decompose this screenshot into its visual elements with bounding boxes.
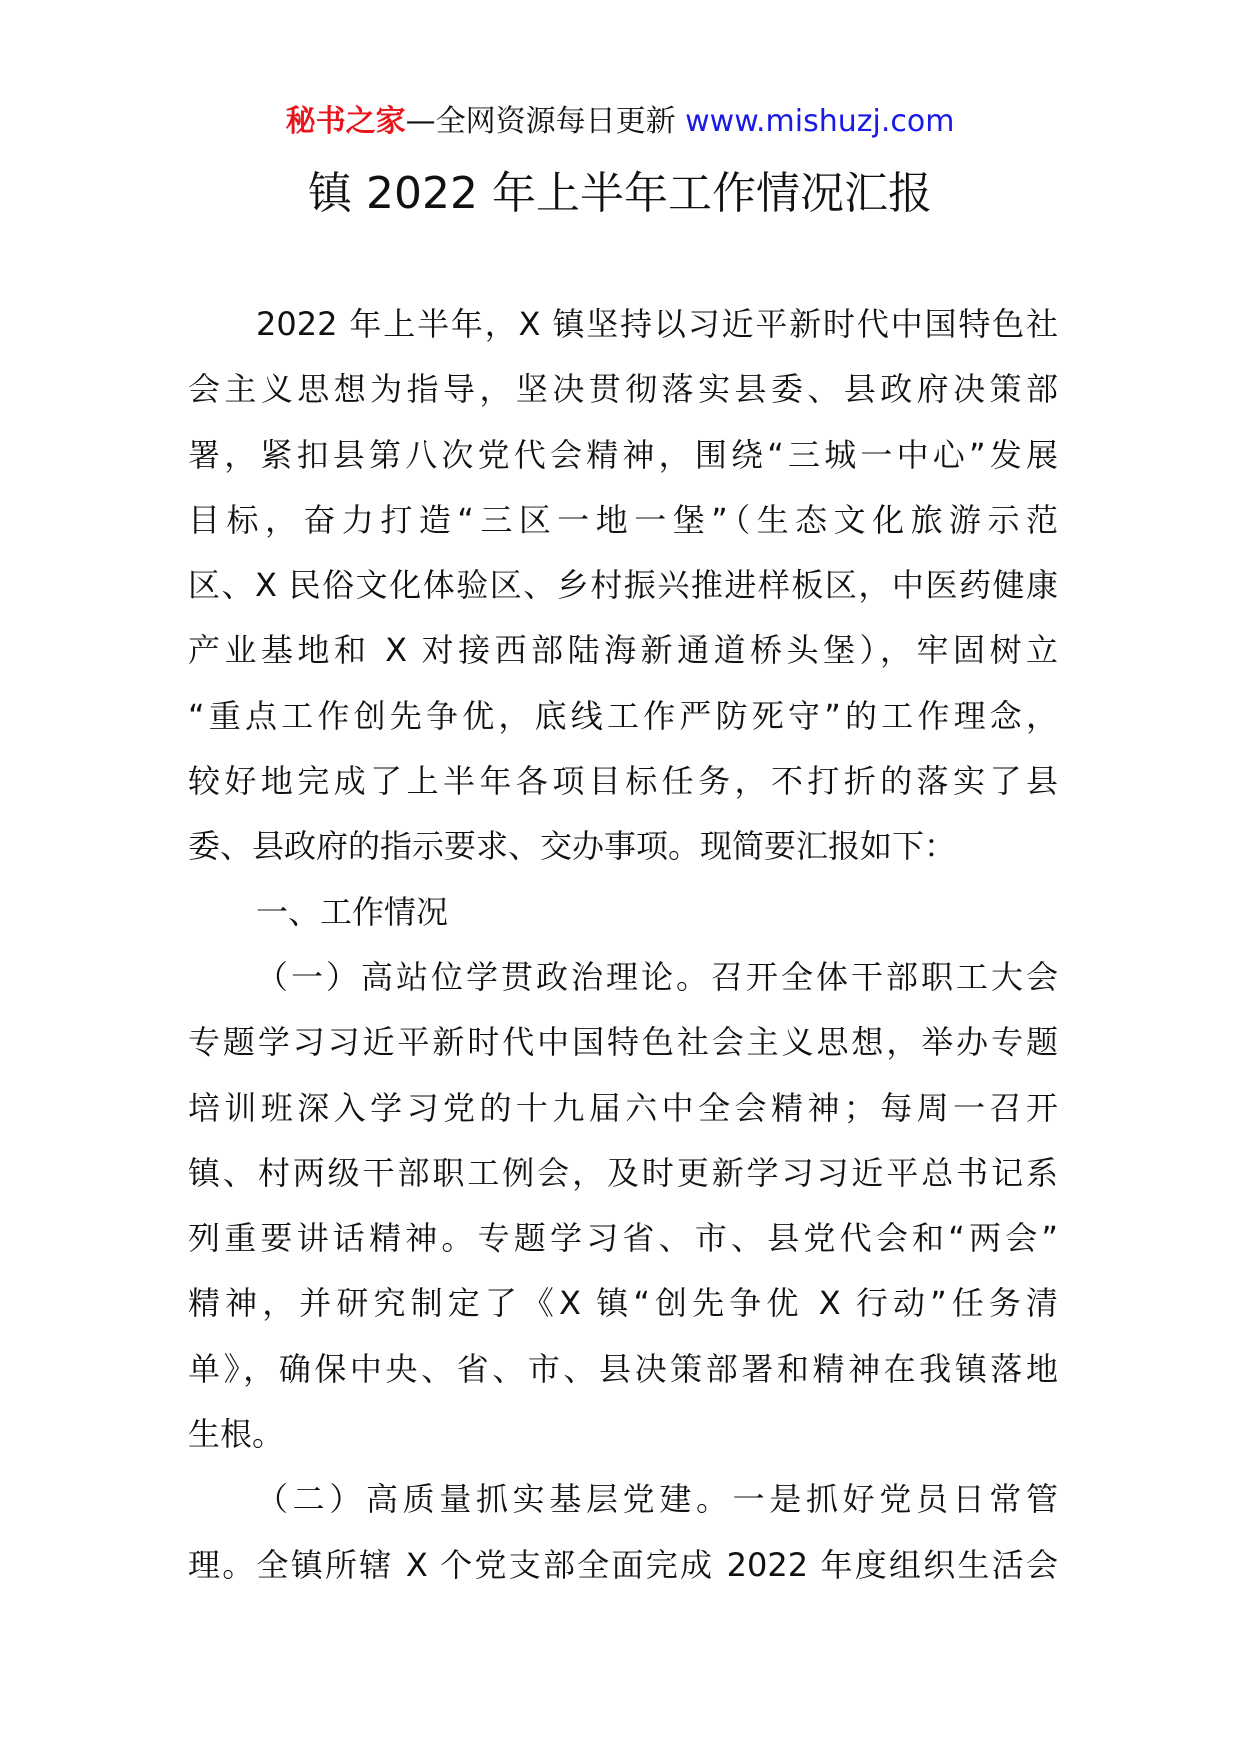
document-title: 镇 2022 年上半年工作情况汇报 — [308, 168, 932, 219]
body-text-line: 精神，并研究制定了《X 镇“创先争优 X 行动”任务清 — [188, 1284, 1058, 1323]
body-text-line: 产业基地和 X 对接西部陆海新通道桥头堡），牢固树立 — [188, 631, 1058, 670]
body-text-line: 会主义思想为指导，坚决贯彻落实县委、县政府决策部 — [188, 370, 1058, 409]
body-text-line: 一、工作情况 — [256, 892, 449, 931]
body-text-line: 委、县政府的指示要求、交办事项。现简要汇报如下： — [188, 827, 957, 866]
body-text-line: 专题学习习近平新时代中国特色社会主义思想，举办专题 — [188, 1023, 1058, 1062]
banner-tagline: —全网资源每日更新 — [405, 104, 686, 139]
body-text-line: 2022 年上半年，X 镇坚持以习近平新时代中国特色社 — [256, 305, 1058, 343]
body-text-line: 列重要讲话精神。专题学习省、市、县党代会和“两会” — [188, 1219, 1058, 1258]
body-text-line: （一）高站位学贯政治理论。召开全体干部职工大会 — [256, 957, 1058, 996]
body-text-line: 生根。 — [188, 1415, 285, 1454]
body-text-line: （二）高质量抓实基层党建。一是抓好党员日常管 — [256, 1480, 1058, 1519]
body-text-line: 镇、村两级干部职工例会，及时更新学习习近平总书记系 — [188, 1153, 1058, 1192]
body-text-line: 区、X 民俗文化体验区、乡村振兴推进样板区，中医药健康 — [188, 566, 1058, 605]
body-text-line: 目标，奋力打造“三区一地一堡”（生态文化旅游示范 — [188, 500, 1058, 539]
document-body — [188, 292, 1058, 1598]
body-text-line: 署，紧扣县第八次党代会精神，围绕“三城一中心”发展 — [188, 435, 1058, 474]
site-banner — [0, 102, 1240, 142]
body-text-line: 理。全镇所辖 X 个党支部全面完成 2022 年度组织生活会 — [188, 1545, 1058, 1584]
site-url-link[interactable]: www.mishuzj.com — [685, 104, 955, 139]
brand-name: 秘书之家 — [285, 104, 406, 139]
body-text-line: 单》，确保中央、省、市、县决策部署和精神在我镇落地 — [188, 1349, 1058, 1388]
body-text-line: “重点工作创先争优，底线工作严防死守”的工作理念， — [188, 696, 1058, 735]
body-text-line: 培训班深入学习党的十九届六中全会精神；每周一召开 — [188, 1088, 1058, 1127]
body-text-line: 较好地完成了上半年各项目标任务，不打折的落实了县 — [188, 762, 1058, 801]
